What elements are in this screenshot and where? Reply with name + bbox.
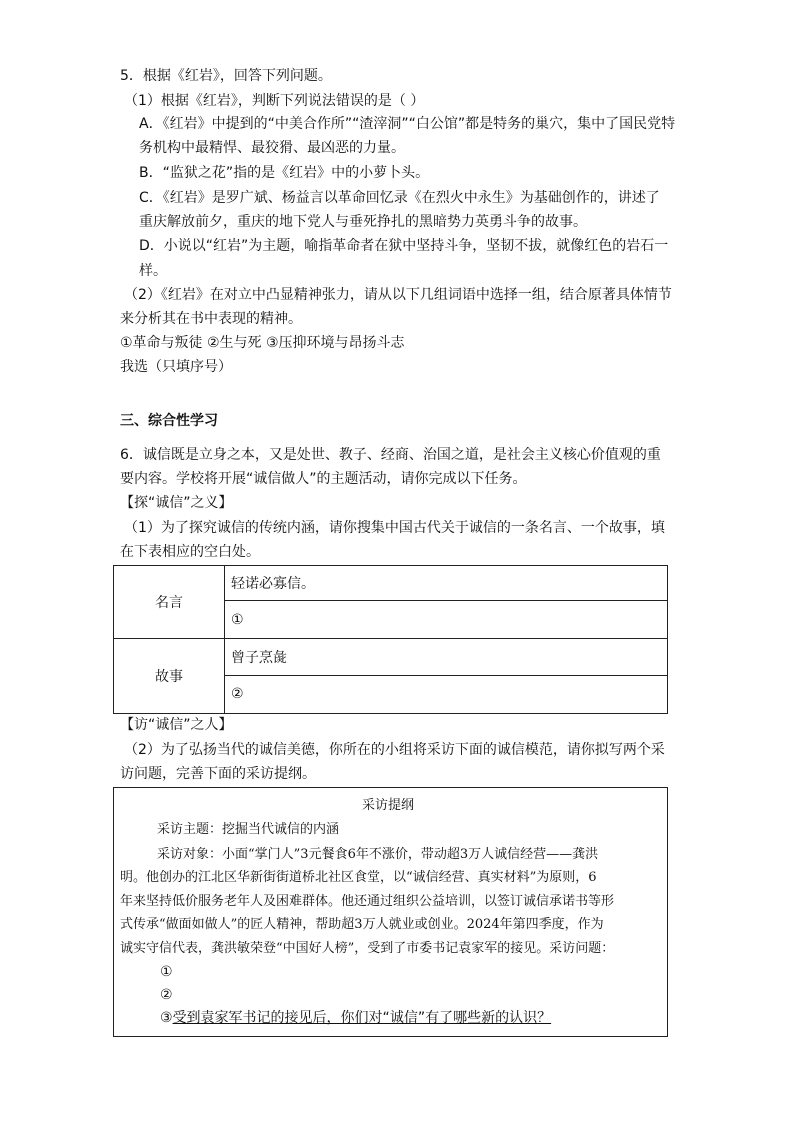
q5-option-d-line1: D．小说以“红岩”为主题，喻指革命者在狱中坚持斗争，坚韧不拔，就像红色的岩石一	[139, 238, 669, 254]
outline-body-line3: 年来坚持低价服务老年人及困难群体。他还通过组织公益培训，以签订诚信承诺书等形	[120, 894, 615, 909]
q5-sub2-line2: 来分析其在书中表现的精神。	[120, 311, 302, 327]
outline-question-1[interactable]: ①	[160, 964, 173, 980]
q5-option-b: B．“监狱之花”指的是《红岩》中的小萝卜头。	[139, 165, 430, 181]
outline-question-3	[160, 1008, 551, 1028]
outline-question-3-number: ③	[160, 1010, 173, 1026]
q6-task2-line2: 访问题，完善下面的采访提纲。	[120, 766, 316, 782]
outline-body-line1: 采访对象：小面“掌门人”3元餐食6年不涨价，带动超3万人诚信经营——龚洪	[157, 847, 599, 862]
outline-theme: 采访主题：挖掘当代诚信的内涵	[157, 822, 340, 837]
table-head-quote: 名言	[114, 566, 225, 639]
q6-task1-line2: 在下表相应的空白处。	[120, 544, 260, 560]
q5-option-a-line2: 务机构中最精悍、最狡猾、最凶恶的力量。	[139, 140, 405, 156]
q5-option-c-line1: C．《红岩》是罗广斌、杨益言以革命回忆录《在烈火中永生》为基础创作的，讲述了	[139, 190, 660, 206]
outline-title: 采访提纲	[362, 798, 415, 813]
q5-option-a-line1: A．《红岩》中提到的“中美合作所”“渣滓洞”“白公馆”都是特务的巢穴，集中了国民党特	[139, 116, 676, 132]
outline-question-2[interactable]: ②	[160, 987, 173, 1003]
outline-body-line5: 诚实守信代表，龚洪敏荣登“中国好人榜”，受到了市委书记袁家军的接见。采访问题：	[120, 941, 615, 956]
quote-story-table	[113, 565, 668, 714]
q6-task2-line1: （2）为了弘扬当代的诚信美德，你所在的小组将采访下面的诚信模范，请你拟写两个采	[124, 742, 665, 758]
q6-task1-line1: （1）为了探究诚信的传统内涵，请你搜集中国古代关于诚信的一条名言、一个故事，填	[124, 520, 665, 536]
outline-body-line4: 式传承“做面如做人”的匠人精神，帮助超3万人就业或创业。2024年第四季度，作为	[120, 917, 604, 932]
table-cell-quote-2[interactable]: ①	[225, 601, 668, 639]
q5-option-c-line2: 重庆解放前夕，重庆的地下党人与垂死挣扎的黑暗势力英勇斗争的故事。	[139, 214, 587, 230]
outline-question-3-text: 受到袁家军书记的接见后，你们对“诚信”有了哪些新的认识？	[172, 1010, 552, 1026]
q5-option-d-line2: 样。	[139, 263, 167, 279]
table-cell-story-2[interactable]: ②	[225, 675, 668, 713]
q5-pick: 我选（只填序号）	[120, 359, 232, 375]
outline-body-line2: 明。他创办的江北区华新街街道桥北社区食堂，以“诚信经营、真实材料”为原则，6	[120, 870, 597, 885]
section3-title: 三、综合性学习	[120, 413, 218, 429]
q6-intro-line2: 要内容。学校将开展“诚信做人”的主题活动，请你完成以下任务。	[120, 471, 527, 487]
q6-intro-line1: 6．诚信既是立身之本，又是处世、教子、经商、治国之道，是社会主义核心价值观的重	[120, 447, 661, 463]
q5-title: 5．根据《红岩》，回答下列问题。	[120, 68, 332, 84]
table-head-story: 故事	[114, 639, 225, 714]
table-cell-quote-1: 轻诺必寡信。	[225, 566, 668, 601]
q6-part2-title: 【访“诚信”之人】	[120, 717, 233, 733]
q5-sub1: （1）根据《红岩》，判断下列说法错误的是（ ）	[124, 93, 425, 109]
table-cell-story-1: 曾子烹彘	[225, 639, 668, 675]
q5-choices: ①革命与叛徒 ②生与死 ③压抑环境与昂扬斗志	[120, 335, 405, 351]
q6-part1-title: 【探“诚信”之义】	[120, 495, 233, 511]
q5-sub2-line1: （2）《红岩》在对立中凸显精神张力，请从以下几组词语中选择一组，结合原著具体情节	[124, 287, 672, 303]
